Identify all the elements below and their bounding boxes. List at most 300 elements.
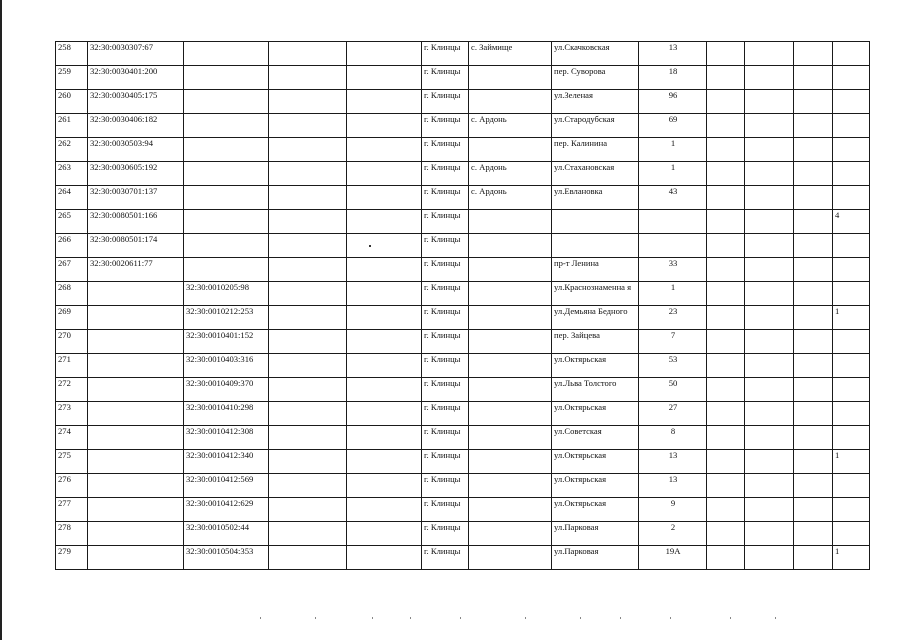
settlement-cell [469,90,552,114]
cadastral-number-2-cell [184,138,269,162]
empty-cell [794,498,833,522]
empty-cell [707,258,745,282]
cadastral-number-cell: 32:30:0030605:192 [88,162,184,186]
street-cell: ул.Октярьская [552,450,639,474]
cadastral-number-cell: 32:30:0030307:67 [88,42,184,66]
cadastral-number-2-cell [184,234,269,258]
extra-value-cell [833,402,870,426]
table-row [56,234,870,258]
table-row [56,330,870,354]
street-cell: ул.Льва Толстого [552,378,639,402]
cadastral-number-cell [88,498,184,522]
cadastral-number-cell [88,378,184,402]
settlement-cell [469,210,552,234]
table-row [56,258,870,282]
empty-cell [794,546,833,570]
empty-cell [707,42,745,66]
empty-cell [269,402,347,426]
house-number-cell: 13 [639,474,707,498]
house-number-cell: 2 [639,522,707,546]
empty-cell [794,378,833,402]
empty-cell [745,186,794,210]
city-cell: г. Клинцы [422,354,469,378]
cadastral-number-2-cell: 32:30:0010502:44 [184,522,269,546]
settlement-cell [469,474,552,498]
empty-cell [745,354,794,378]
row-number-cell: 271 [56,354,88,378]
cadastral-number-cell [88,306,184,330]
empty-cell [794,402,833,426]
empty-cell [269,378,347,402]
empty-cell [745,282,794,306]
city-cell: г. Клинцы [422,450,469,474]
empty-cell [707,402,745,426]
empty-cell [269,354,347,378]
empty-cell [269,498,347,522]
row-number-cell: 273 [56,402,88,426]
empty-cell [707,66,745,90]
extra-value-cell [833,378,870,402]
empty-cell [269,210,347,234]
empty-cell [745,42,794,66]
settlement-cell [469,354,552,378]
extra-value-cell [833,498,870,522]
table-row [56,306,870,330]
cadastral-number-2-cell: 32:30:0010412:629 [184,498,269,522]
table-row [56,402,870,426]
empty-cell [745,378,794,402]
empty-cell [269,450,347,474]
city-cell: г. Клинцы [422,426,469,450]
row-number-cell: 269 [56,306,88,330]
row-number-cell: 277 [56,498,88,522]
cadastral-number-2-cell [184,258,269,282]
empty-cell [794,114,833,138]
cadastral-number-cell: 32:30:0030405:175 [88,90,184,114]
empty-cell [707,330,745,354]
row-number-cell: 258 [56,42,88,66]
empty-cell [707,546,745,570]
city-cell: г. Клинцы [422,162,469,186]
empty-cell [347,162,422,186]
empty-cell [347,546,422,570]
cadastral-number-cell: 32:30:0030401:200 [88,66,184,90]
empty-cell [269,258,347,282]
extra-value-cell [833,138,870,162]
cadastral-number-2-cell: 32:30:0010409:370 [184,378,269,402]
settlement-cell [469,522,552,546]
settlement-cell [469,426,552,450]
house-number-cell: 33 [639,258,707,282]
empty-cell [269,234,347,258]
cadastral-number-cell: 32:30:0080501:166 [88,210,184,234]
city-cell: г. Клинцы [422,378,469,402]
cadastral-number-cell: 32:30:0030503:94 [88,138,184,162]
settlement-cell [469,234,552,258]
house-number-cell: 43 [639,186,707,210]
row-number-cell: 259 [56,66,88,90]
empty-cell [794,354,833,378]
cadastral-number-2-cell: 32:30:0010412:569 [184,474,269,498]
settlement-cell [469,330,552,354]
city-cell: г. Клинцы [422,258,469,282]
street-cell: ул.Октярьская [552,498,639,522]
empty-cell [347,186,422,210]
empty-cell [347,282,422,306]
row-number-cell: 267 [56,258,88,282]
empty-cell [347,402,422,426]
street-cell: ул.Краснознаменна я [552,282,639,306]
settlement-cell [469,378,552,402]
empty-cell [269,282,347,306]
empty-cell [347,330,422,354]
cadastral-number-cell: 32:30:0030406:182 [88,114,184,138]
empty-cell [707,498,745,522]
street-cell: пер. Калинина [552,138,639,162]
cadastral-number-2-cell: 32:30:0010410:298 [184,402,269,426]
empty-cell [794,186,833,210]
empty-cell [707,114,745,138]
city-cell: г. Клинцы [422,42,469,66]
cadastral-number-2-cell [184,162,269,186]
row-number-cell: 265 [56,210,88,234]
house-number-cell: 1 [639,282,707,306]
street-cell: ул.Демьяна Бедного [552,306,639,330]
empty-cell [707,522,745,546]
cadastral-number-2-cell: 32:30:0010212:253 [184,306,269,330]
cadastral-number-cell [88,450,184,474]
scan-speck [369,245,371,247]
land-plot-table [55,41,870,570]
settlement-cell: с. Ардонь [469,114,552,138]
scan-bottom-marks [260,617,780,621]
row-number-cell: 268 [56,282,88,306]
empty-cell [707,234,745,258]
table-body [56,42,870,570]
extra-value-cell: 1 [833,546,870,570]
street-cell [552,234,639,258]
row-number-cell: 278 [56,522,88,546]
cadastral-number-2-cell: 32:30:0010412:340 [184,450,269,474]
empty-cell [745,402,794,426]
city-cell: г. Клинцы [422,138,469,162]
empty-cell [794,42,833,66]
empty-cell [745,258,794,282]
settlement-cell [469,258,552,282]
house-number-cell: 69 [639,114,707,138]
house-number-cell [639,210,707,234]
empty-cell [794,210,833,234]
house-number-cell: 23 [639,306,707,330]
empty-cell [269,66,347,90]
extra-value-cell [833,426,870,450]
scan-edge-line [0,0,2,640]
empty-cell [707,426,745,450]
cadastral-number-cell [88,474,184,498]
cadastral-number-2-cell [184,66,269,90]
street-cell: ул.Стахановская [552,162,639,186]
empty-cell [745,522,794,546]
empty-cell [745,306,794,330]
empty-cell [745,138,794,162]
empty-cell [347,474,422,498]
cadastral-number-2-cell [184,186,269,210]
settlement-cell: с. Ардонь [469,162,552,186]
cadastral-number-2-cell: 32:30:0010205:98 [184,282,269,306]
row-number-cell: 274 [56,426,88,450]
empty-cell [347,138,422,162]
street-cell: ул.Октярьская [552,402,639,426]
empty-cell [745,210,794,234]
extra-value-cell [833,90,870,114]
empty-cell [269,330,347,354]
empty-cell [269,546,347,570]
cadastral-number-2-cell [184,114,269,138]
empty-cell [794,426,833,450]
empty-cell [794,234,833,258]
house-number-cell: 9 [639,498,707,522]
empty-cell [347,354,422,378]
empty-cell [269,306,347,330]
street-cell: ул.Скачковская [552,42,639,66]
city-cell: г. Клинцы [422,114,469,138]
table-row [56,138,870,162]
empty-cell [794,90,833,114]
empty-cell [269,186,347,210]
city-cell: г. Клинцы [422,186,469,210]
empty-cell [707,186,745,210]
empty-cell [347,114,422,138]
empty-cell [794,162,833,186]
city-cell: г. Клинцы [422,546,469,570]
table-row [56,186,870,210]
cadastral-number-cell: 32:30:0030701:137 [88,186,184,210]
cadastral-number-2-cell: 32:30:0010401:152 [184,330,269,354]
empty-cell [347,450,422,474]
extra-value-cell [833,258,870,282]
empty-cell [707,450,745,474]
cadastral-number-2-cell: 32:30:0010403:316 [184,354,269,378]
row-number-cell: 276 [56,474,88,498]
empty-cell [794,258,833,282]
empty-cell [347,306,422,330]
empty-cell [347,42,422,66]
empty-cell [707,378,745,402]
row-number-cell: 279 [56,546,88,570]
empty-cell [745,474,794,498]
house-number-cell: 13 [639,42,707,66]
extra-value-cell [833,186,870,210]
row-number-cell: 272 [56,378,88,402]
empty-cell [745,546,794,570]
extra-value-cell [833,522,870,546]
settlement-cell [469,306,552,330]
empty-cell [347,378,422,402]
house-number-cell: 8 [639,426,707,450]
empty-cell [794,474,833,498]
empty-cell [269,162,347,186]
table-row [56,42,870,66]
house-number-cell: 13 [639,450,707,474]
extra-value-cell [833,42,870,66]
empty-cell [745,234,794,258]
settlement-cell [469,450,552,474]
table-row [56,522,870,546]
city-cell: г. Клинцы [422,234,469,258]
empty-cell [347,234,422,258]
settlement-cell [469,498,552,522]
empty-cell [707,306,745,330]
row-number-cell: 275 [56,450,88,474]
table-row [56,450,870,474]
empty-cell [347,66,422,90]
settlement-cell: с. Ардонь [469,186,552,210]
city-cell: г. Клинцы [422,522,469,546]
empty-cell [707,90,745,114]
street-cell: пр-т Ленина [552,258,639,282]
settlement-cell [469,66,552,90]
empty-cell [794,330,833,354]
table-row [56,354,870,378]
cadastral-number-2-cell [184,210,269,234]
cadastral-number-cell: 32:30:0020611:77 [88,258,184,282]
empty-cell [347,258,422,282]
settlement-cell [469,546,552,570]
table-row [56,546,870,570]
row-number-cell: 266 [56,234,88,258]
row-number-cell: 263 [56,162,88,186]
table-row [56,66,870,90]
street-cell: ул.Советская [552,426,639,450]
empty-cell [745,66,794,90]
empty-cell [745,114,794,138]
cadastral-number-cell [88,282,184,306]
empty-cell [347,498,422,522]
house-number-cell: 53 [639,354,707,378]
extra-value-cell [833,330,870,354]
city-cell: г. Клинцы [422,474,469,498]
settlement-cell [469,282,552,306]
city-cell: г. Клинцы [422,306,469,330]
row-number-cell: 262 [56,138,88,162]
table-row [56,498,870,522]
cadastral-number-2-cell [184,90,269,114]
empty-cell [794,138,833,162]
extra-value-cell: 1 [833,306,870,330]
empty-cell [745,90,794,114]
city-cell: г. Клинцы [422,210,469,234]
city-cell: г. Клинцы [422,330,469,354]
empty-cell [347,210,422,234]
extra-value-cell: 1 [833,450,870,474]
street-cell: ул.Октярьская [552,474,639,498]
extra-value-cell [833,474,870,498]
table-row [56,114,870,138]
table-row [56,282,870,306]
cadastral-number-cell [88,354,184,378]
extra-value-cell [833,162,870,186]
empty-cell [707,282,745,306]
extra-value-cell [833,282,870,306]
empty-cell [794,66,833,90]
cadastral-number-2-cell [184,42,269,66]
empty-cell [347,522,422,546]
table-row [56,426,870,450]
empty-cell [794,450,833,474]
row-number-cell: 270 [56,330,88,354]
extra-value-cell [833,234,870,258]
house-number-cell: 50 [639,378,707,402]
house-number-cell: 7 [639,330,707,354]
empty-cell [794,306,833,330]
empty-cell [347,426,422,450]
settlement-cell: с. Займище [469,42,552,66]
extra-value-cell [833,66,870,90]
street-cell: ул.Евлановка [552,186,639,210]
empty-cell [269,42,347,66]
empty-cell [269,426,347,450]
street-cell: ул.Стародубская [552,114,639,138]
city-cell: г. Клинцы [422,282,469,306]
street-cell: ул.Парковая [552,522,639,546]
house-number-cell: 27 [639,402,707,426]
empty-cell [794,282,833,306]
cadastral-number-2-cell: 32:30:0010412:308 [184,426,269,450]
empty-cell [707,138,745,162]
street-cell: пер. Суворова [552,66,639,90]
empty-cell [269,138,347,162]
empty-cell [745,450,794,474]
empty-cell [745,330,794,354]
table-row [56,378,870,402]
city-cell: г. Клинцы [422,90,469,114]
empty-cell [707,354,745,378]
empty-cell [745,498,794,522]
row-number-cell: 261 [56,114,88,138]
street-cell: ул.Октярьская [552,354,639,378]
empty-cell [707,474,745,498]
table-row [56,474,870,498]
table-row [56,210,870,234]
city-cell: г. Клинцы [422,66,469,90]
empty-cell [707,162,745,186]
cadastral-number-cell: 32:30:0080501:174 [88,234,184,258]
street-cell: ул.Парковая [552,546,639,570]
cadastral-number-2-cell: 32:30:0010504:353 [184,546,269,570]
empty-cell [707,210,745,234]
house-number-cell [639,234,707,258]
empty-cell [794,522,833,546]
cadastral-number-cell [88,546,184,570]
extra-value-cell [833,354,870,378]
cadastral-number-cell [88,330,184,354]
street-cell [552,210,639,234]
table-row [56,90,870,114]
cadastral-number-cell [88,426,184,450]
house-number-cell: 96 [639,90,707,114]
city-cell: г. Клинцы [422,402,469,426]
cadastral-number-cell [88,402,184,426]
empty-cell [745,162,794,186]
empty-cell [269,90,347,114]
street-cell: пер. Зайцева [552,330,639,354]
row-number-cell: 264 [56,186,88,210]
cadastral-number-cell [88,522,184,546]
house-number-cell: 1 [639,162,707,186]
city-cell: г. Клинцы [422,498,469,522]
house-number-cell: 18 [639,66,707,90]
empty-cell [269,522,347,546]
